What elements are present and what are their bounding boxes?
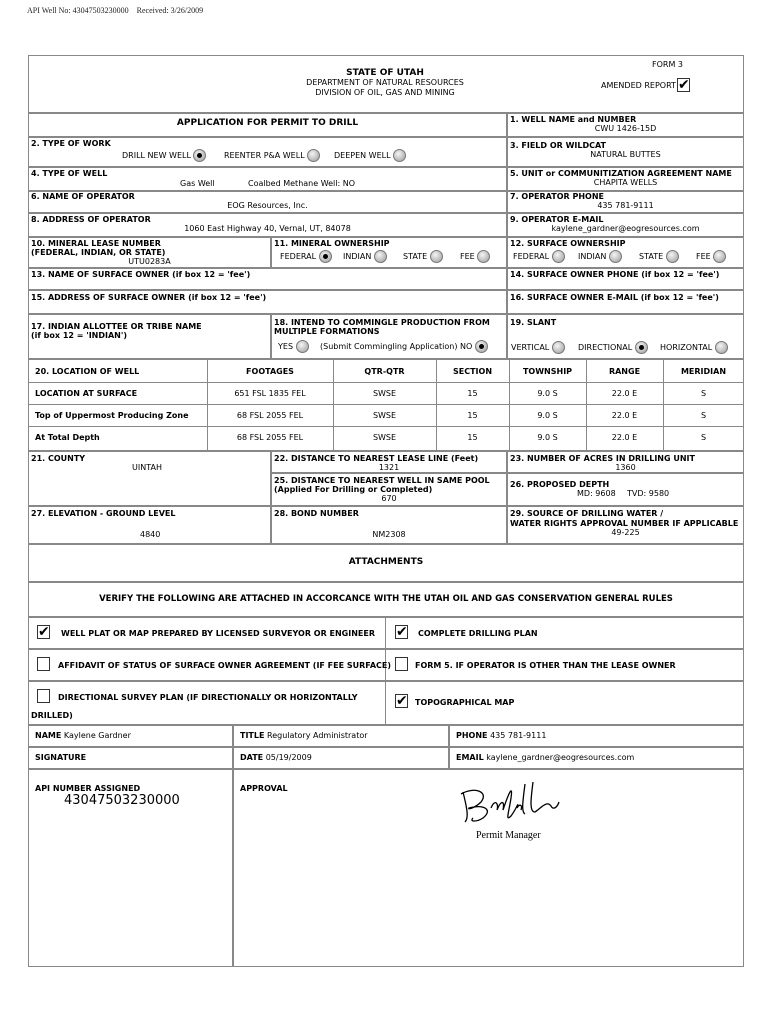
directional-survey-checkbox[interactable] [37,689,50,703]
proposed-depth-label: 26. PROPOSED DEPTH [510,480,610,489]
slant-directional-radio[interactable] [635,341,648,354]
mineral-lease-label-1: 10. MINERAL LEASE NUMBER [31,239,161,248]
well-name-value: CWU 1426-15D [594,124,657,133]
reenter-radio[interactable] [307,149,320,162]
surface-ownership-label: 12. SURFACE OWNERSHIP [510,239,626,248]
permit-manager-label: Permit Manager [476,830,541,841]
state-title: STATE OF UTAH [346,68,424,78]
range-header: RANGE [608,367,641,376]
lease-line-distance-label: 22. DISTANCE TO NEAREST LEASE LINE (Feet) [274,454,479,463]
surface-fee-option[interactable] [696,250,726,263]
date-field [240,753,312,762]
surface-fee-label: FEE [696,252,711,261]
type-of-well-label: 4. TYPE OF WELL [31,169,108,178]
proposed-depth-tvd: TVD: 9580 [627,489,670,498]
location-cell-qtr-qtr: SWSE [372,411,397,420]
verify-statement: VERIFY THE FOLLOWING ARE ATTACHED IN ACCORCANCE WITH THE UTAH OIL AND GAS CONSERVATION GENERAL RULES [99,594,673,604]
water-source-value: 49-225 [611,528,640,537]
surface-state-radio[interactable] [666,250,679,263]
unit-agreement-value: CHAPITA WELLS [593,178,658,187]
affidavit-label: AFFIDAVIT OF STATUS OF SURFACE OWNER AGREEMENT (IF FEE SURFACE) [58,661,391,670]
name-field [35,731,131,740]
surface-owner-address-label: 15. ADDRESS OF SURFACE OWNER (if box 12 = 'fee') [31,293,267,302]
commingle-note: (Submit Commingling Application) [320,342,458,351]
email-field [456,753,634,762]
bond-number-value: NM2308 [372,530,406,539]
qtr-qtr-header: QTR-QTR [364,367,405,376]
commingle-yes-label: YES [278,342,294,351]
water-source-label-1: 29. SOURCE OF DRILLING WATER / [510,509,664,518]
slant-vertical-label: VERTICAL [511,343,550,352]
api-assigned-value: 43047503230000 [64,793,180,808]
mineral-federal-option[interactable] [280,250,332,263]
form5-label: FORM 5. IF OPERATOR IS OTHER THAN THE LEASE OWNER [415,661,676,670]
slant-vertical-option[interactable] [511,341,565,354]
phone-label: PHONE [456,731,488,740]
acres-label: 23. NUMBER OF ACRES IN DRILLING UNIT [510,454,695,463]
operator-name-label: 6. NAME OF OPERATOR [31,192,135,201]
amended-report-label: AMENDED REPORT [601,81,676,90]
surface-indian-option[interactable] [578,250,622,263]
operator-name-value: EOG Resources, Inc. [227,201,308,210]
mineral-indian-label: INDIAN [343,252,372,261]
phone-field [456,731,546,740]
mineral-federal-radio[interactable] [319,250,332,263]
county-label: 21. COUNTY [31,454,86,463]
drilling-plan-label: COMPLETE DRILLING PLAN [418,629,538,638]
received-date: Received: 3/26/2009 [136,6,204,15]
nearest-well-value: 670 [381,494,397,503]
commingle-no-option[interactable] [460,340,488,353]
operator-address-value: 1060 East Highway 40, Vernal, UT, 84078 [184,224,351,233]
location-cell-range: 22.0 E [611,433,638,442]
attachments-title: ATTACHMENTS [348,557,424,567]
operator-email-label: 9. OPERATOR E-MAIL [510,215,604,224]
directional-survey-label-2: DRILLED) [31,711,73,720]
drill-new-well-option[interactable] [122,149,206,162]
form-number: FORM 3 [652,60,683,69]
title-label: TITLE [240,731,265,740]
location-cell-township: 9.0 S [537,411,558,420]
location-cell-qtr-qtr: SWSE [372,433,397,442]
location-cell-section: 15 [467,389,478,398]
deepen-radio[interactable] [393,149,406,162]
mineral-state-option[interactable] [403,250,443,263]
coalbed-methane-value: Coalbed Methane Well: NO [248,179,356,188]
type-of-well-value: Gas Well [180,179,215,188]
topo-map-label: TOPOGRAPHICAL MAP [415,698,515,707]
mineral-fee-label: FEE [460,252,475,261]
surface-state-label: STATE [639,252,664,261]
field-26-box [507,473,744,506]
mineral-fee-option[interactable] [460,250,490,263]
drill-new-well-radio[interactable] [193,149,206,162]
location-cell-section: 15 [467,433,478,442]
slant-directional-option[interactable] [578,341,648,354]
surface-owner-email-label: 16. SURFACE OWNER E-MAIL (if box 12 = 'fee') [510,293,719,302]
location-cell-location-name: Top of Uppermost Producing Zone [35,411,189,420]
name-value: Kaylene Gardner [63,731,131,740]
surface-indian-radio[interactable] [609,250,622,263]
operator-phone-value: 435 781-9111 [597,201,654,210]
mineral-state-radio[interactable] [430,250,443,263]
date-label: DATE [240,753,264,762]
mineral-indian-radio[interactable] [374,250,387,263]
approval-signature [455,778,575,828]
commingle-yes-radio[interactable] [296,340,309,353]
dept-title: DEPARTMENT OF NATURAL RESOURCES [306,78,464,87]
slant-directional-label: DIRECTIONAL [578,343,633,352]
slant-horizontal-label: HORIZONTAL [660,343,713,352]
location-cell-township: 9.0 S [537,433,558,442]
location-cell-footages: 651 FSL 1835 FEL [234,389,306,398]
surface-owner-phone-label: 14. SURFACE OWNER PHONE (if box 12 = 'fee') [510,270,720,279]
location-header: 20. LOCATION OF WELL [35,367,140,376]
reenter-option[interactable] [224,149,320,162]
surface-state-option[interactable] [639,250,679,263]
acres-value: 1360 [615,463,636,472]
elevation-value: 4840 [140,530,161,539]
drilling-plan-checkbox[interactable]: ✔ [396,624,408,640]
attach-divider [385,617,386,725]
nearest-well-label-1: 25. DISTANCE TO NEAREST WELL IN SAME POOL [274,476,490,485]
mineral-lease-value: UTU0283A [128,257,171,266]
location-cell-range: 22.0 E [611,411,638,420]
commingle-no-radio[interactable] [475,340,488,353]
section-header: SECTION [452,367,493,376]
well-plat-label: WELL PLAT OR MAP PREPARED BY LICENSED SURVEYOR OR ENGINEER [61,629,376,638]
phone-value: 435 781-9111 [490,731,547,740]
location-cell-township: 9.0 S [537,389,558,398]
location-cell-meridian: S [700,389,707,398]
mineral-state-label: STATE [403,252,428,261]
attach-row-3 [28,681,744,725]
approval-label: APPROVAL [240,784,288,793]
well-name-label: 1. WELL NAME and NUMBER [510,115,637,124]
commingle-label-2: MULTIPLE FORMATIONS [274,327,380,336]
operator-email-value: kaylene_gardner@eogresources.com [551,224,700,233]
location-cell-footages: 68 FSL 2055 FEL [236,433,304,442]
location-cell-range: 22.0 E [611,389,638,398]
meridian-header: MERIDIAN [680,367,727,376]
deepen-option[interactable] [334,149,406,162]
lease-line-distance-value: 1321 [378,463,400,472]
name-label: NAME [35,731,62,740]
footages-header: FOOTAGES [246,367,294,376]
commingle-no-label: NO [460,342,473,351]
header-line [27,6,203,15]
operator-address-label: 8. ADDRESS OF OPERATOR [31,215,151,224]
affidavit-checkbox[interactable] [37,657,50,671]
title-value: Regulatory Administrator [267,731,368,740]
surface-federal-radio[interactable] [552,250,565,263]
api-well-no: API Well No: 43047503230000 [27,6,129,15]
location-row-divider [28,404,744,405]
location-row-divider [28,426,744,427]
amended-report-checkbox[interactable]: ✔ [678,77,690,93]
reenter-label: REENTER P&A WELL [224,151,305,160]
surface-federal-option[interactable] [513,250,565,263]
mineral-lease-label-2: (FEDERAL, INDIAN, OR STATE) [31,248,166,257]
bond-number-label: 28. BOND NUMBER [274,509,359,518]
mineral-indian-option[interactable] [343,250,387,263]
location-cell-footages: 68 FSL 2055 FEL [236,411,304,420]
county-value: UINTAH [132,463,162,472]
email-value: kaylene_gardner@eogresources.com [486,753,635,762]
water-source-label-2: WATER RIGHTS APPROVAL NUMBER IF APPLICABLE [510,519,739,528]
slant-label: 19. SLANT [510,318,557,327]
location-cell-qtr-qtr: SWSE [372,389,397,398]
type-of-work-label: 2. TYPE OF WORK [31,139,111,148]
surface-federal-label: FEDERAL [513,252,550,261]
location-cell-location-name: At Total Depth [35,433,100,442]
deepen-label: DEEPEN WELL [334,151,391,160]
field-wildcat-value: NATURAL BUTTES [590,150,661,159]
slant-horizontal-radio[interactable] [715,341,728,354]
location-cell-meridian: S [700,433,707,442]
unit-agreement-label: 5. UNIT or COMMUNITIZATION AGREEMENT NAME [510,169,732,178]
date-value: 05/19/2009 [265,753,312,762]
surface-indian-label: INDIAN [578,252,607,261]
topo-map-checkbox[interactable]: ✔ [396,693,408,709]
title-field [240,731,368,740]
mineral-ownership-label: 11. MINERAL OWNERSHIP [274,239,390,248]
elevation-label: 27. ELEVATION - GROUND LEVEL [31,509,176,518]
location-row-divider [28,382,744,383]
api-assigned-label: API NUMBER ASSIGNED [35,784,141,793]
directional-survey-label-1: DIRECTIONAL SURVEY PLAN (IF DIRECTIONALLY OR HORIZONTALLY [58,693,358,702]
well-plat-checkbox[interactable]: ✔ [38,624,50,640]
email-label: EMAIL [456,753,484,762]
drill-new-well-label: DRILL NEW WELL [122,151,191,160]
operator-phone-label: 7. OPERATOR PHONE [510,192,604,201]
form5-checkbox[interactable] [395,657,408,671]
mineral-fee-radio[interactable] [477,250,490,263]
surface-owner-name-label: 13. NAME OF SURFACE OWNER (if box 12 = 'fee') [31,270,251,279]
mineral-federal-label: FEDERAL [280,252,317,261]
location-cell-meridian: S [700,411,707,420]
nearest-well-label-2: (Applied For Drilling or Completed) [274,485,433,494]
allottee-label-1: 17. INDIAN ALLOTTEE OR TRIBE NAME [31,322,202,331]
slant-horizontal-option[interactable] [660,341,728,354]
township-header: TOWNSHIP [522,367,573,376]
location-cell-location-name: LOCATION AT SURFACE [35,389,138,398]
application-title: APPLICATION FOR PERMIT TO DRILL [176,118,359,128]
proposed-depth-md: MD: 9608 [577,489,616,498]
allottee-label-2: (if box 12 = 'INDIAN') [31,331,127,340]
signature-label: SIGNATURE [35,753,87,762]
slant-vertical-radio[interactable] [552,341,565,354]
location-cell-section: 15 [467,411,478,420]
field-wildcat-label: 3. FIELD OR WILDCAT [510,141,607,150]
surface-fee-radio[interactable] [713,250,726,263]
commingle-yes-option[interactable] [278,340,309,353]
commingle-label-1: 18. INTEND TO COMMINGLE PRODUCTION FROM [274,318,490,327]
division-title: DIVISION OF OIL, GAS AND MINING [315,88,455,97]
